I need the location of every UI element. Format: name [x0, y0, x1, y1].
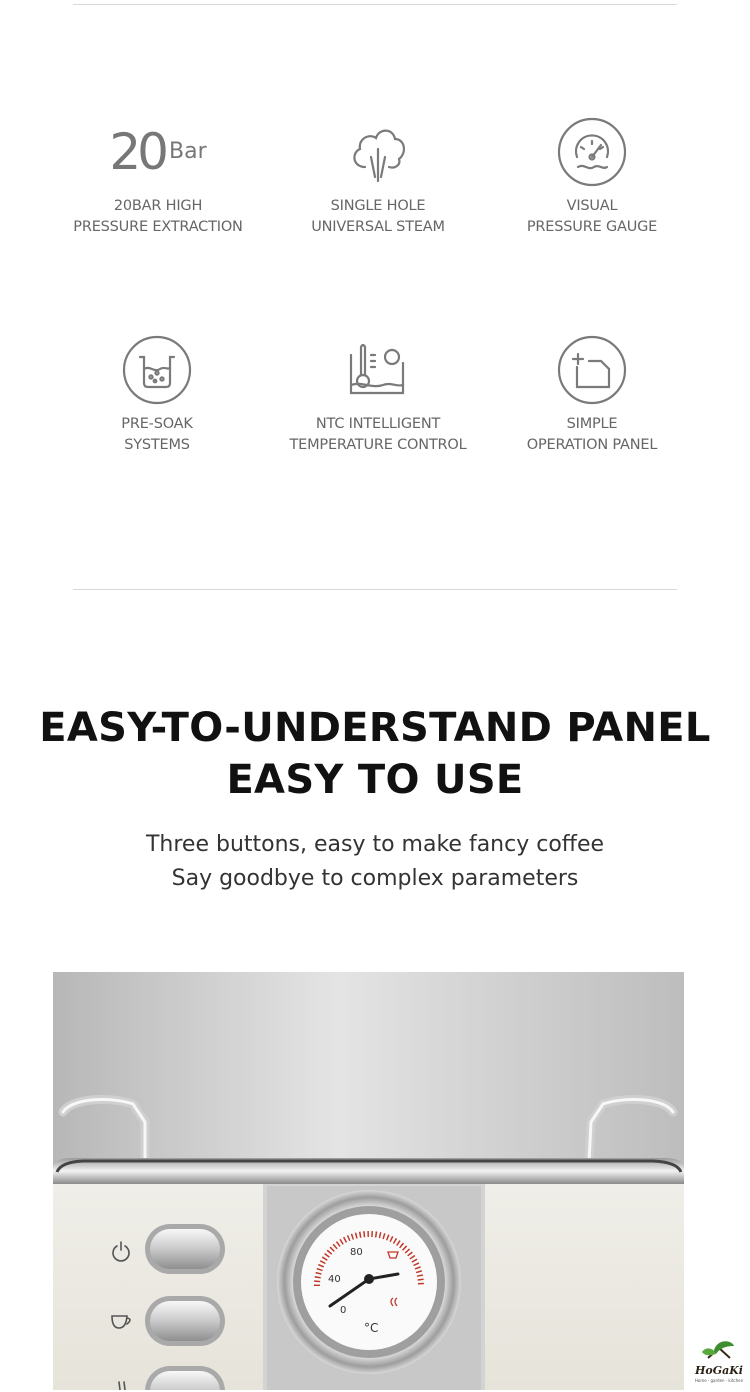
bottom-divider [73, 589, 677, 590]
gauge-label-80: 80 [350, 1247, 363, 1258]
coffee-button [145, 1296, 225, 1346]
thermometer-icon [273, 334, 483, 406]
power-button [145, 1224, 225, 1274]
feature-label: PRE-SOAK SYSTEMS [121, 416, 193, 453]
steam-cloud-icon [273, 116, 483, 188]
feature-20bar [53, 116, 263, 238]
20bar-icon: 20 Bar [109, 123, 207, 181]
gauge-unit: °C [364, 1321, 379, 1335]
feature-gauge [487, 116, 697, 238]
feature-label: VISUAL PRESSURE GAUGE [526, 198, 658, 235]
gauge-label-40: 40 [328, 1274, 341, 1285]
pressure-gauge-icon [487, 116, 697, 188]
section-headline: EASY-TO-UNDERSTAND PANEL EASY TO USE [39, 705, 711, 803]
top-divider [73, 4, 677, 5]
pre-soak-icon [52, 334, 262, 406]
feature-label: NTC INTELLIGENT TEMPERATURE CONTROL [289, 416, 467, 453]
feature-ntc [273, 334, 483, 456]
feature-panel [487, 334, 697, 456]
operation-panel-icon [487, 334, 697, 406]
hogaki-logo [692, 1334, 746, 1388]
section-subtext: Three buttons, easy to make fancy coffee Say goodbye to complex parameters [145, 832, 605, 891]
svg-text:Home · garden · kitchen: Home · garden · kitchen [694, 1378, 744, 1383]
feature-presoak [52, 334, 262, 456]
feature-label: 20BAR HIGH PRESSURE EXTRACTION [73, 198, 243, 235]
product-photo [53, 972, 684, 1390]
feature-label: SINGLE HOLE UNIVERSAL STEAM [311, 198, 445, 235]
feature-label: SIMPLE OPERATION PANEL [526, 416, 658, 453]
gauge-label-0: 0 [340, 1305, 347, 1316]
svg-text:HoGaKi: HoGaKi [695, 1364, 743, 1377]
feature-steam [273, 116, 483, 238]
